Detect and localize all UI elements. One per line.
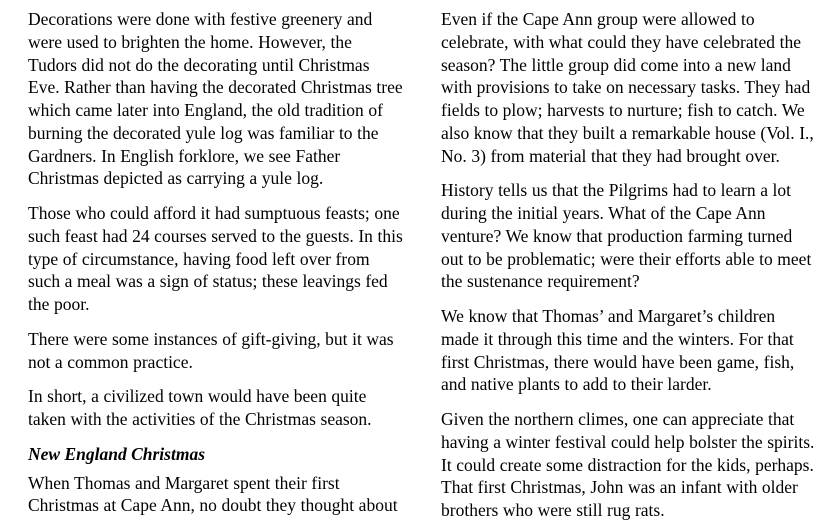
paragraph: There were some instances of gift-giving, but it was not a common practice. (28, 328, 394, 372)
left-column (28, 8, 403, 517)
paragraph: History tells us that the Pilgrims had to learn a lot during the initial years. What of the Cape Ann venture? We know that production farming turned out to be problematic; were their efforts able to meet the sustenance requirement? (441, 180, 812, 292)
paragraph: Decorations were done with festive greenery and were used to brighten the home. However, the Tudors did not do the decorating until Christmas Eve. Rather than having the decorated Christmas tree which came later into England, the old tradition of burning the decorated yule log was familiar to the Gardners. In English forklore, we see Father Christmas depicted as carrying a yule log. (28, 9, 403, 189)
section-heading: New England Christmas (28, 443, 205, 464)
paragraph: Those who could afford it had sumptuous feasts; one such feast had 24 courses served to the guests. In this type of circumstance, having food left over from such a meal was a sign of status; these leavings fed the poor. (28, 203, 403, 314)
paragraph: When Thomas and Margaret spent their first Christmas at Cape Ann, no doubt they thought about (28, 472, 398, 516)
paragraph: Given the northern climes, one can appreciate that having a winter festival could help bolster the spirits. It could create some distraction for the kids, perhaps. That first Christmas, John was an infant with older brothers who were still rug rats. (441, 409, 815, 520)
paragraph: In short, a civilized town would have been quite taken with the activities of the Christmas season. (28, 386, 372, 429)
paragraph: We know that Thomas’ and Margaret’s children made it through this time and the winters. For that first Christmas, there would have been game, fish, and native plants to add to their larder. (441, 306, 795, 395)
two-column-layout (28, 8, 826, 522)
paragraph: Even if the Cape Ann group were allowed to celebrate, with what could they have celebrated the season? The little group did come into a new land with provisions to take on necessary tasks. They had fields to plow; harvests to nurture; fish to catch. We also know that they built a remarkable house (Vol. I., No. 3) from material that they had brought over. (441, 9, 814, 166)
right-column (441, 8, 816, 522)
